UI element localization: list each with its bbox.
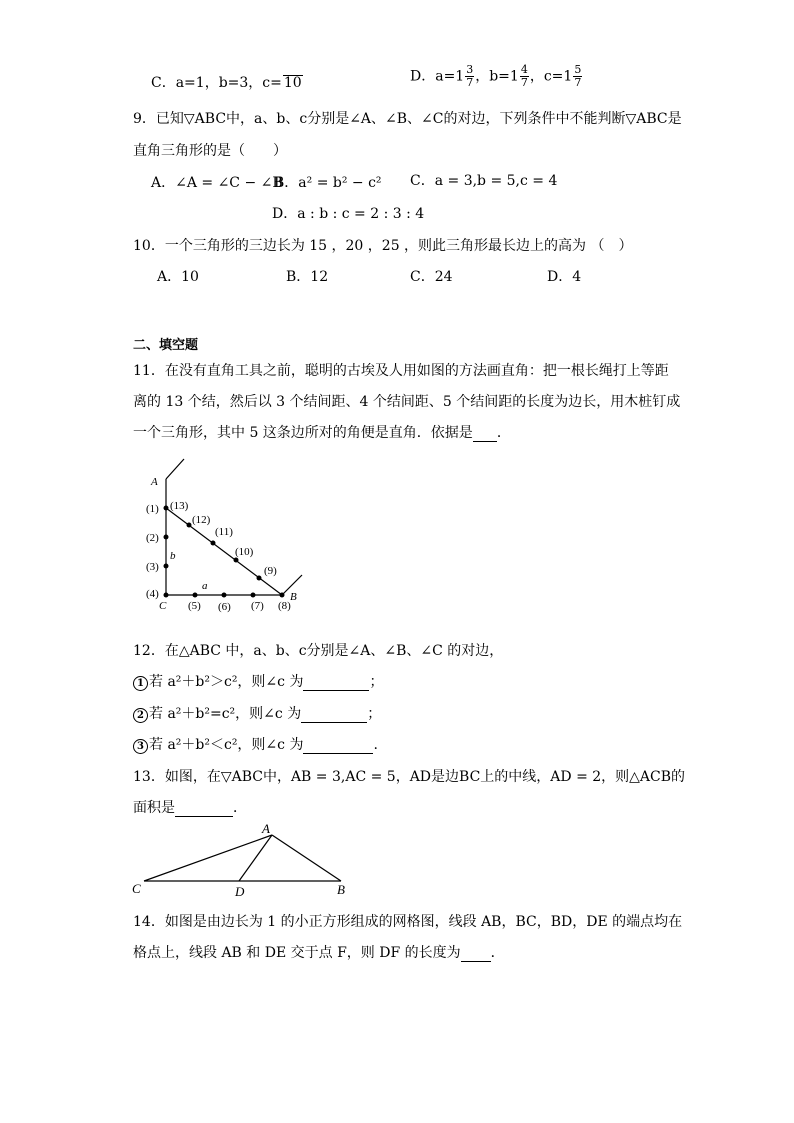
knot-2: (2) — [146, 532, 159, 544]
q10-option-c: C．24 — [410, 269, 453, 285]
label-b: b — [170, 550, 176, 562]
label-A: A — [151, 476, 158, 488]
q11-stem-line2: 离的 13 个结，然后以 3 个结间距、4 个结间距、5 个结间距的长度为边长，用木桩钉成 — [133, 394, 681, 410]
label-B: B — [337, 882, 345, 897]
label-a: a — [202, 580, 208, 592]
knot-8: (8) — [278, 600, 291, 612]
knot-1: (1) — [146, 503, 159, 515]
q9-option-d: D．a : b : c = 2 : 3 : 4 — [272, 206, 425, 222]
knot-13: (13) — [170, 500, 189, 512]
q12-item-2: 2 若 a²＋b²=c²，则∠c 为 ； — [133, 703, 381, 723]
knot-12: (12) — [192, 514, 211, 526]
label-A: A — [262, 821, 270, 836]
q14-stem-line2: 格点上，线段 AB 和 DE 交于点 F，则 DF 的长度为 ． — [133, 945, 505, 961]
label-B: B — [290, 591, 297, 603]
answer-blank[interactable] — [303, 737, 373, 754]
sqrt-10: 10 — [283, 75, 302, 91]
extension-a-line — [166, 459, 184, 479]
q11-stem-line3: 一个三角形，其中 5 这条边所对的角便是直角．依据是 ． — [133, 425, 511, 441]
q8-option-d: D．a=1 $\frac{3}{7}$ ，b=1 $\frac{4}{7}$ ，c=1 $\frac{5}{7}$ — [410, 63, 582, 89]
knot-5: (5) — [188, 600, 201, 612]
q14-stem-line1: 14．如图是由边长为 1 的小正方形组成的网格图，线段 AB，BC，BD，DE 的端点均在 — [133, 914, 683, 930]
side-ca-line — [144, 835, 272, 881]
label-C: C — [132, 881, 141, 896]
q12-item-1: 1 若 a²＋b²＞c²，则∠c 为 ； — [133, 671, 383, 691]
answer-blank[interactable] — [303, 674, 369, 691]
label-D: D — [235, 884, 245, 898]
q12-item-3: 3 若 a²＋b²＜c²，则∠c 为 . — [133, 734, 378, 754]
answer-blank[interactable] — [175, 800, 233, 817]
hypotenuse-line — [166, 508, 282, 595]
q13-stem-line2: 面积是 ． — [133, 800, 247, 816]
knot-9: (9) — [264, 565, 277, 577]
knot-3: (3) — [146, 561, 159, 573]
q8-option-c: C．a=1，b=3，c= 10 — [151, 75, 302, 91]
q11-stem-line1: 11．在没有直角工具之前，聪明的古埃及人用如图的方法画直角：把一根长绳打上等距 — [133, 363, 669, 379]
q12-stem: 12．在△ABC 中，a、b、c分别是∠A、∠B、∠C 的对边， — [133, 643, 504, 659]
q10-option-b: B．12 — [286, 269, 329, 285]
q10-option-d: D．4 — [547, 269, 582, 285]
triangle-acb-figure — [128, 818, 358, 898]
answer-blank[interactable] — [461, 945, 491, 962]
section-title: 二、填空题 — [133, 338, 199, 353]
knot-6: (6) — [218, 601, 231, 613]
q10-stem: 10．一个三角形的三边长为 15 ，20 ，25 ，则此三角形最长边上的高为 （ ） — [133, 238, 633, 254]
side-ab-line — [272, 835, 341, 881]
knot-11: (11) — [215, 526, 233, 538]
knot-10: (10) — [235, 546, 254, 558]
knot-7: (7) — [251, 600, 264, 612]
knot-4: (4) — [146, 588, 159, 600]
answer-blank[interactable] — [473, 425, 497, 442]
q10-option-a: A．10 — [157, 269, 199, 285]
rope-knot-figure — [140, 455, 310, 615]
q9-option-b: B．a² = b² − c² — [274, 175, 382, 191]
q9-option-a: A．∠A = ∠C − ∠B — [151, 175, 283, 191]
median-ad-line — [239, 835, 272, 881]
q9-option-c: C．a = 3,b = 5,c = 4 — [410, 173, 558, 189]
label-C: C — [159, 600, 167, 612]
q9-stem-line2: 直角三角形的是（ ） — [133, 143, 287, 159]
answer-blank[interactable] — [301, 706, 367, 723]
q13-stem-line1: 13．如图，在▽ABC中，AB = 3,AC = 5，AD是边BC上的中线，AD = 2，则△ACB的 — [133, 769, 686, 785]
q9-stem-line1: 9．已知▽ABC中，a、b、c分别是∠A、∠B、∠C的对边，下列条件中不能判断▽ABC是 — [133, 111, 682, 127]
